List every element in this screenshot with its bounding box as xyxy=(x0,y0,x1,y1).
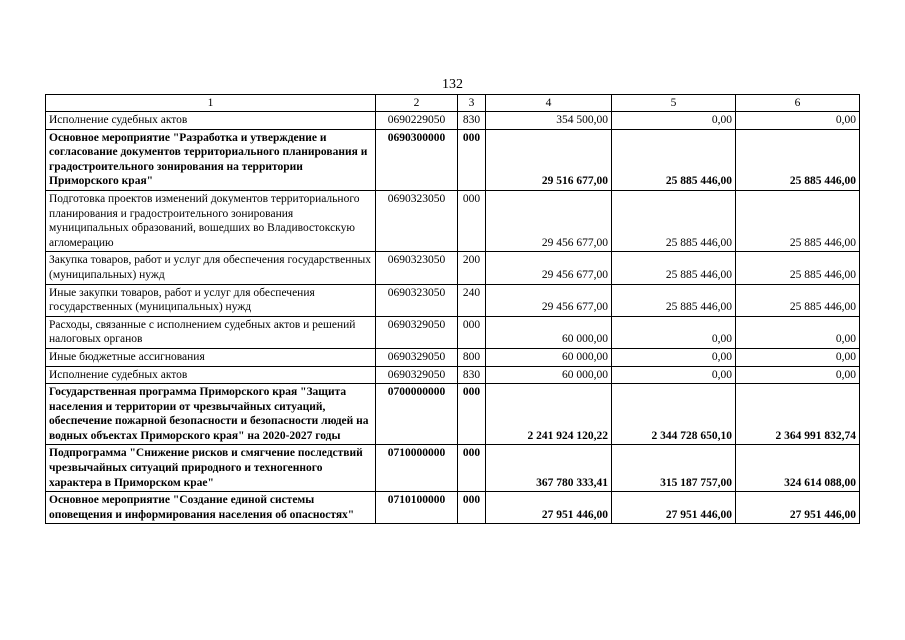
table-row xyxy=(46,284,860,316)
row-name-cell: Основное мероприятие "Создание единой системы оповещения и информирования населения об опасностях" xyxy=(46,492,376,524)
table-row xyxy=(46,366,860,384)
row-value-col5-cell: 0,00 xyxy=(612,112,736,130)
row-value-col5-cell: 2 344 728 650,10 xyxy=(612,384,736,445)
row-csr-cell: 0690229050 xyxy=(376,112,458,130)
table-row xyxy=(46,492,860,524)
row-value-col5-cell: 25 885 446,00 xyxy=(612,284,736,316)
row-value-col6-cell: 25 885 446,00 xyxy=(736,284,860,316)
row-value-col4-cell: 29 516 677,00 xyxy=(486,129,612,190)
table-row xyxy=(46,445,860,492)
row-csr-cell: 0710100000 xyxy=(376,492,458,524)
row-value-col4-cell: 29 456 677,00 xyxy=(486,252,612,284)
row-csr-cell: 0690329050 xyxy=(376,316,458,348)
header-cell: 4 xyxy=(486,95,612,112)
row-value-col4-cell: 60 000,00 xyxy=(486,348,612,366)
row-value-col4-cell: 27 951 446,00 xyxy=(486,492,612,524)
row-value-col4-cell: 29 456 677,00 xyxy=(486,284,612,316)
row-vr-cell: 000 xyxy=(458,129,486,190)
row-value-col5-cell: 0,00 xyxy=(612,316,736,348)
row-name-cell: Подпрограмма "Снижение рисков и смягчение последствий чрезвычайных ситуаций природного и техногенного характера в Приморском крае" xyxy=(46,445,376,492)
row-vr-cell: 830 xyxy=(458,366,486,384)
row-value-col6-cell: 25 885 446,00 xyxy=(736,252,860,284)
row-vr-cell: 800 xyxy=(458,348,486,366)
table-row xyxy=(46,384,860,445)
row-csr-cell: 0690323050 xyxy=(376,252,458,284)
header-cell: 6 xyxy=(736,95,860,112)
row-name-cell: Подготовка проектов изменений документов территориального планирования и градостроительного зонирования муниципальных образований, вошедших во Владивостокскую агломерацию xyxy=(46,190,376,251)
row-value-col5-cell: 315 187 757,00 xyxy=(612,445,736,492)
header-row xyxy=(46,95,860,112)
budget-table xyxy=(45,94,860,524)
row-csr-cell: 0690300000 xyxy=(376,129,458,190)
row-value-col4-cell: 2 241 924 120,22 xyxy=(486,384,612,445)
header-cell: 3 xyxy=(458,95,486,112)
row-value-col5-cell: 25 885 446,00 xyxy=(612,190,736,251)
header-cell: 5 xyxy=(612,95,736,112)
row-value-col6-cell: 27 951 446,00 xyxy=(736,492,860,524)
row-value-col5-cell: 0,00 xyxy=(612,348,736,366)
table-row xyxy=(46,316,860,348)
row-value-col5-cell: 0,00 xyxy=(612,366,736,384)
row-csr-cell: 0690329050 xyxy=(376,366,458,384)
row-csr-cell: 0690323050 xyxy=(376,190,458,251)
table-row xyxy=(46,129,860,190)
header-cell: 1 xyxy=(46,95,376,112)
row-value-col5-cell: 27 951 446,00 xyxy=(612,492,736,524)
row-value-col4-cell: 60 000,00 xyxy=(486,366,612,384)
row-value-col4-cell: 354 500,00 xyxy=(486,112,612,130)
row-name-cell: Расходы, связанные с исполнением судебных актов и решений налоговых органов xyxy=(46,316,376,348)
row-vr-cell: 200 xyxy=(458,252,486,284)
row-vr-cell: 830 xyxy=(458,112,486,130)
row-csr-cell: 0710000000 xyxy=(376,445,458,492)
row-vr-cell: 000 xyxy=(458,190,486,251)
row-value-col4-cell: 367 780 333,41 xyxy=(486,445,612,492)
row-value-col6-cell: 0,00 xyxy=(736,112,860,130)
row-value-col6-cell: 25 885 446,00 xyxy=(736,129,860,190)
row-name-cell: Закупка товаров, работ и услуг для обеспечения государственных (муниципальных) нужд xyxy=(46,252,376,284)
row-csr-cell: 0690329050 xyxy=(376,348,458,366)
table-row xyxy=(46,348,860,366)
row-name-cell: Основное мероприятие "Разработка и утверждение и согласование документов территориального планирования и градостроительного зонирования на территории Приморского края" xyxy=(46,129,376,190)
row-csr-cell: 0700000000 xyxy=(376,384,458,445)
row-name-cell: Исполнение судебных актов xyxy=(46,112,376,130)
row-vr-cell: 000 xyxy=(458,445,486,492)
row-vr-cell: 000 xyxy=(458,384,486,445)
row-name-cell: Государственная программа Приморского края "Защита населения и территории от чрезвычайных ситуаций, обеспечение пожарной безопасности и безопасности людей на водных объектах Приморского края" на 2020-2027 годы xyxy=(46,384,376,445)
table-row xyxy=(46,252,860,284)
row-csr-cell: 0690323050 xyxy=(376,284,458,316)
row-value-col6-cell: 0,00 xyxy=(736,348,860,366)
row-name-cell: Исполнение судебных актов xyxy=(46,366,376,384)
row-value-col4-cell: 60 000,00 xyxy=(486,316,612,348)
row-value-col6-cell: 324 614 088,00 xyxy=(736,445,860,492)
row-value-col6-cell: 2 364 991 832,74 xyxy=(736,384,860,445)
row-value-col6-cell: 25 885 446,00 xyxy=(736,190,860,251)
row-value-col6-cell: 0,00 xyxy=(736,366,860,384)
row-name-cell: Иные закупки товаров, работ и услуг для обеспечения государственных (муниципальных) нужд xyxy=(46,284,376,316)
row-vr-cell: 000 xyxy=(458,316,486,348)
row-value-col4-cell: 29 456 677,00 xyxy=(486,190,612,251)
header-cell: 2 xyxy=(376,95,458,112)
table-row xyxy=(46,112,860,130)
row-vr-cell: 240 xyxy=(458,284,486,316)
page-number: 132 xyxy=(442,77,463,92)
row-value-col5-cell: 25 885 446,00 xyxy=(612,129,736,190)
row-value-col5-cell: 25 885 446,00 xyxy=(612,252,736,284)
row-name-cell: Иные бюджетные ассигнования xyxy=(46,348,376,366)
row-value-col6-cell: 0,00 xyxy=(736,316,860,348)
row-vr-cell: 000 xyxy=(458,492,486,524)
table-row xyxy=(46,190,860,251)
